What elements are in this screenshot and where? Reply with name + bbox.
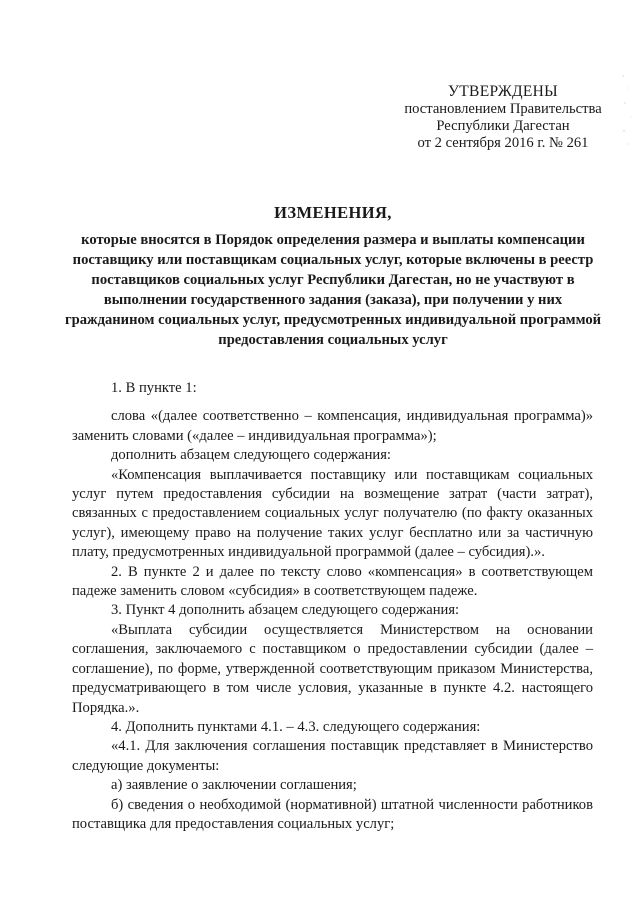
paragraph: «Компенсация выплачивается поставщику или поставщикам социальных услуг путем предоставления субсидии на возмещение затрат (части затрат), связанных с предоставлением социальных услуг получателю (по факту оказанных услуг), имеющему право на получение таких услуг бесплатно или за частичную плату, предусмотренных индивидуальной программой (далее – субсидия).».	[72, 466, 593, 561]
approval-stamp	[388, 83, 618, 152]
paragraph: 4. Дополнить пунктами 4.1. – 4.3. следующего содержания:	[111, 718, 481, 735]
paragraph: б) сведения о необходимой (нормативной) штатной численности работников поставщика для предоставления социальных услуг;	[72, 796, 593, 832]
approval-line: Республики Дагестан	[436, 118, 570, 134]
scan-noise	[620, 70, 634, 150]
paragraph: дополнить абзацем следующего содержания:	[111, 447, 391, 464]
paragraph: «Выплата субсидии осуществляется Министерством на основании соглашения, заключаемого с поставщиком о предоставлении субсидии (далее – соглашение), по форме, утвержденной соответствующим приказом Министерства, предусматривающего в том числе условия, указанные в пункте 4.2. настоящего Порядка.».	[72, 621, 593, 716]
paragraph: «4.1. Для заключения соглашения поставщик представляет в Министерство следующие документы:	[72, 738, 593, 774]
document-subtitle: которые вносятся в Порядок определения размера и выплаты компенсации поставщику или поставщикам социальных услуг, которые включены в реестр поставщиков социальных услуг Республики Дагестан, но не участвуют в выполнении государственного задания (заказа), при получении у них гражданином социальных услуг, предусмотренных индивидуальной программой предоставления социальных услуг	[64, 232, 602, 348]
paragraph: 3. Пункт 4 дополнить абзацем следующего содержания:	[111, 602, 460, 619]
paragraph: 2. В пункте 2 и далее по тексту слово «компенсация» в соответствующем падеже заменить словом «субсидия» в соответствующем падеже.	[72, 563, 593, 600]
document-heading	[60, 203, 606, 350]
paragraph: слова «(далее соответственно – компенсация, индивидуальная программа)» заменить словами («далее – индивидуальная программа»);	[72, 408, 593, 444]
document-title: ИЗМЕНЕНИЯ,	[274, 203, 392, 222]
document-body	[72, 379, 593, 834]
approval-line: от 2 сентября 2016 г. № 261	[417, 135, 589, 151]
approval-line: постановлением Правительства	[404, 101, 602, 117]
paragraph: 1. В пункте 1:	[111, 380, 197, 396]
paragraph: а) заявление о заключении соглашения;	[111, 777, 357, 794]
approval-title: УТВЕРЖДЕНЫ	[448, 83, 558, 100]
